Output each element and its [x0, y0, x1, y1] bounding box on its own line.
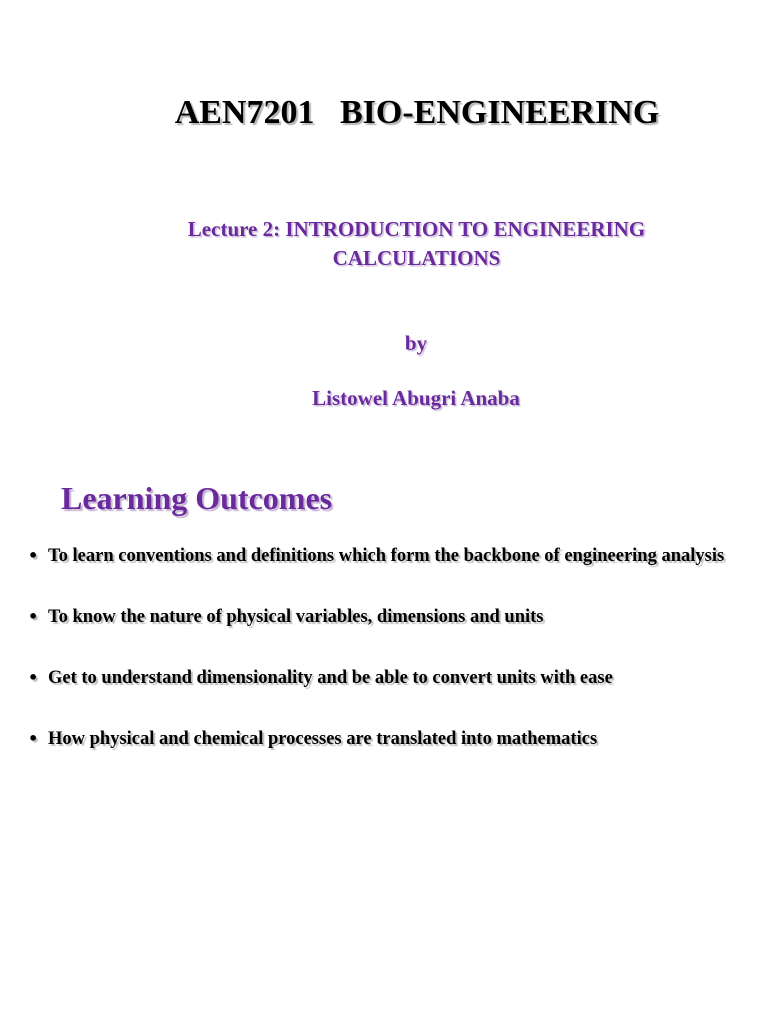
bullet-icon: • [28, 607, 39, 626]
list-item [28, 665, 728, 691]
outcome-text: Get to understand dimensionality and be able to convert units with ease [48, 668, 613, 688]
bullet-icon: • [28, 546, 39, 565]
learning-outcomes-list [28, 543, 728, 752]
outcome-text: How physical and chemical processes are translated into mathematics [48, 729, 598, 749]
list-item [28, 604, 728, 630]
lecture-title: Lecture 2: INTRODUCTION TO ENGINEERING CALCULATIONS [187, 217, 646, 270]
learning-outcomes-heading: Learning Outcomes [61, 480, 333, 516]
list-item [28, 543, 728, 569]
list-item [28, 726, 728, 752]
author-name: Listowel Abugri Anaba [312, 386, 520, 410]
by-line: by [404, 331, 428, 355]
outcome-text: To know the nature of physical variables, dimensions and units [48, 607, 544, 627]
outcome-text: To learn conventions and definitions which form the backbone of engineering analysis [48, 546, 725, 566]
bullet-icon: • [28, 729, 39, 748]
bullet-icon: • [28, 668, 39, 687]
course-title: AEN7201 BIO-ENGINEERING [174, 94, 660, 131]
